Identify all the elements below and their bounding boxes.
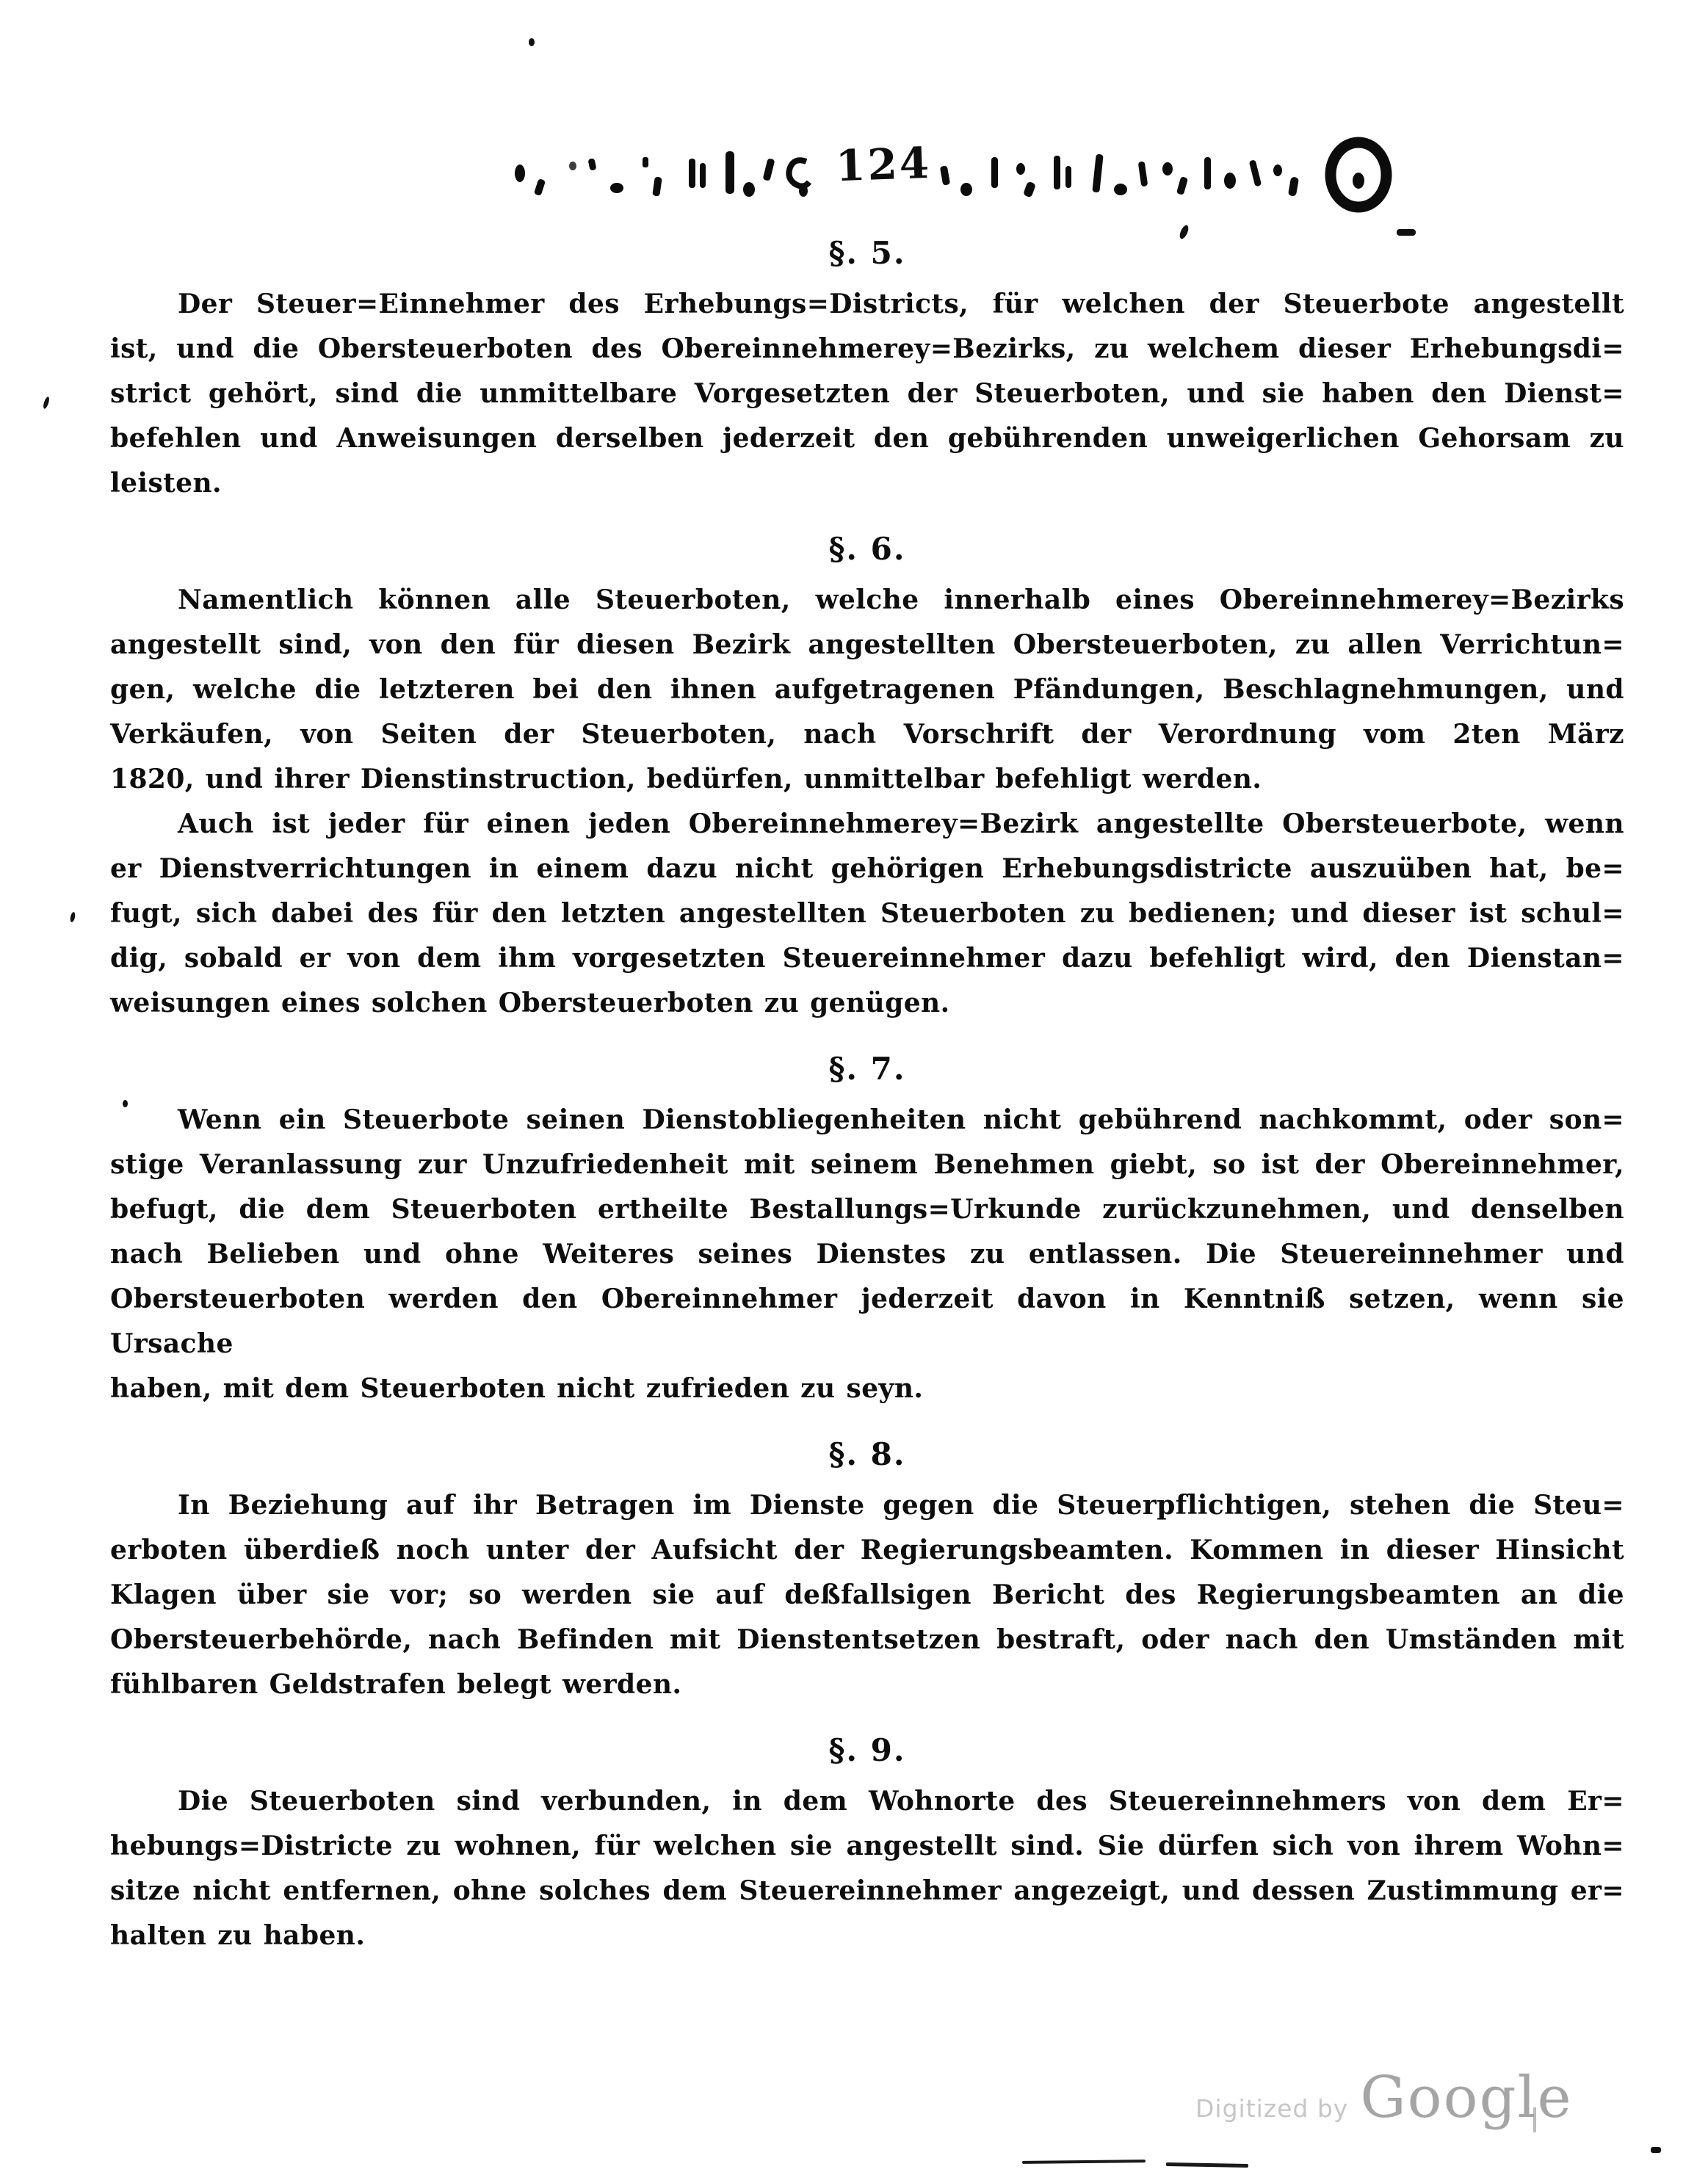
paragraph (110, 578, 1624, 802)
scan-artifact-smudge (1022, 2160, 1146, 2164)
document-section (110, 528, 1624, 1026)
text-line: nach Belieben und ohne Weiteres seines Dienstes zu entlassen. Die Steuereinnehmer und (110, 1239, 1624, 1270)
ink-speck (43, 396, 51, 409)
text-line: leisten. (110, 468, 222, 499)
text-line: angestellt sind, von den für diesen Bezirk angestellten Obersteuerboten, zu allen Verrichtun= (110, 629, 1624, 660)
paragraph (110, 1098, 1624, 1411)
text-line: Der Steuer=Einnehmer des Erhebungs=Districts, für welchen der Steuerbote angestellt (178, 289, 1624, 319)
text-line: dig, sobald er von dem ihm vorgesetzten Steuereinnehmer dazu befehligt wird, den Dienstan= (110, 943, 1624, 974)
section-number-heading: §. 9. (828, 1732, 906, 1768)
section-number-heading: §. 6. (828, 531, 906, 567)
text-line: Auch ist jeder für einen jeden Obereinnehmerey=Bezirk angestellte Obersteuerbote, wenn (178, 808, 1624, 839)
text-line: Klagen über sie vor; so werden sie auf deßfallsigen Bericht des Regierungsbeamten an die (110, 1579, 1624, 1610)
text-line: haben, mit dem Steuerboten nicht zufrieden zu seyn. (110, 1373, 924, 1404)
google-logo-text: Google (1360, 2065, 1573, 2131)
running-header (507, 137, 1447, 219)
page-number: 124 (834, 137, 933, 192)
text-line: strict gehört, sind die unmittelbare Vorgesetzten der Steuerboten, und sie haben den Dienst= (110, 378, 1624, 409)
text-line: er Dienstverrichtungen in einem dazu nicht gehörigen Erhebungsdistricte auszuüben hat, be= (110, 853, 1624, 884)
text-line: Namentlich können alle Steuerboten, welche innerhalb eines Obereinnehmerey=Bezirks (178, 584, 1624, 615)
text-line: Die Steuerboten sind verbunden, in dem Wohnorte des Steuereinnehmers von dem Er= (178, 1786, 1624, 1817)
ink-speck (1397, 229, 1416, 236)
text-line: hebungs=Districte zu wohnen, für welchen sie angestellt sind. Sie dürfen sich von ihrem Wohn= (110, 1831, 1624, 1861)
paragraph (110, 1779, 1624, 1958)
text-line: befugt, die dem Steuerboten ertheilte Bestallungs=Urkunde zurückzunehmen, und denselben (110, 1194, 1624, 1225)
ink-speck (123, 1100, 128, 1107)
text-line: fühlbaren Geldstrafen belegt werden. (110, 1669, 682, 1700)
section-number-heading: §. 7. (828, 1051, 906, 1087)
text-line: Obersteuerboten werden den Obereinnehmer jederzeit davon in Kenntniß setzen, wenn sie Ursache (110, 1284, 1624, 1359)
digitized-by-label: Digitized by (1195, 2094, 1349, 2123)
text-line: weisungen eines solchen Obersteuerboten zu genügen. (110, 988, 950, 1018)
text-line: halten zu haben. (110, 1920, 366, 1951)
text-line: Verkäufen, von Seiten der Steuerboten, nach Vorschrift der Verordnung vom 2ten März (110, 719, 1624, 750)
ink-speck (70, 912, 76, 923)
text-line: stige Veranlassung zur Unzufriedenheit mit seinem Benehmen giebt, so ist der Obereinnehmer, (110, 1149, 1624, 1180)
text-line: 1820, und ihrer Dienstinstruction, bedürfen, unmittelbar befehligt werden. (110, 764, 1262, 794)
paragraph (110, 802, 1624, 1026)
text-line: ist, und die Obersteuerboten des Obereinnehmerey=Bezirks, zu welchem dieser Erhebungsdi= (110, 333, 1624, 364)
text-line: erboten überdieß noch unter der Aufsicht der Regierungsbeamten. Kommen in dieser Hinsicht (110, 1535, 1624, 1565)
document-body (110, 220, 1624, 1958)
text-line: befehlen und Anweisungen derselben jederzeit den gebührenden unweigerlichen Gehorsam zu (110, 423, 1624, 454)
section-number-heading: §. 5. (828, 235, 906, 271)
ink-speck (529, 38, 535, 46)
section-number-heading: §. 8. (828, 1436, 906, 1472)
scan-artifact-smudge (1166, 2162, 1248, 2168)
google-watermark (1195, 2065, 1573, 2131)
text-line: fugt, sich dabei des für den letzten angestellten Steuerboten zu bedienen; und dieser ist schul= (110, 898, 1624, 929)
text-line: sitze nicht entfernen, ohne solches dem Steuereinnehmer angezeigt, und dessen Zustimmung er= (110, 1875, 1624, 1906)
text-line: Obersteuerbehörde, nach Befinden mit Dienstentsetzen bestraft, oder nach den Umständen mit (110, 1624, 1624, 1655)
smudged-header-text (507, 137, 1447, 219)
document-section (110, 1433, 1624, 1707)
document-section (110, 232, 1624, 506)
ink-speck (1651, 2147, 1661, 2153)
paragraph (110, 1483, 1624, 1707)
paragraph (110, 282, 1624, 506)
document-section (110, 1048, 1624, 1411)
text-line: Wenn ein Steuerbote seinen Dienstobliegenheiten nicht gebührend nachkommt, oder son= (178, 1104, 1624, 1135)
document-section (110, 1729, 1624, 1958)
text-line: In Beziehung auf ihr Betragen im Dienste gegen die Steuerpflichtigen, stehen die Steu= (178, 1490, 1624, 1521)
text-line: gen, welche die letzteren bei den ihnen aufgetragenen Pfändungen, Beschlagnehmungen, und (110, 674, 1624, 705)
